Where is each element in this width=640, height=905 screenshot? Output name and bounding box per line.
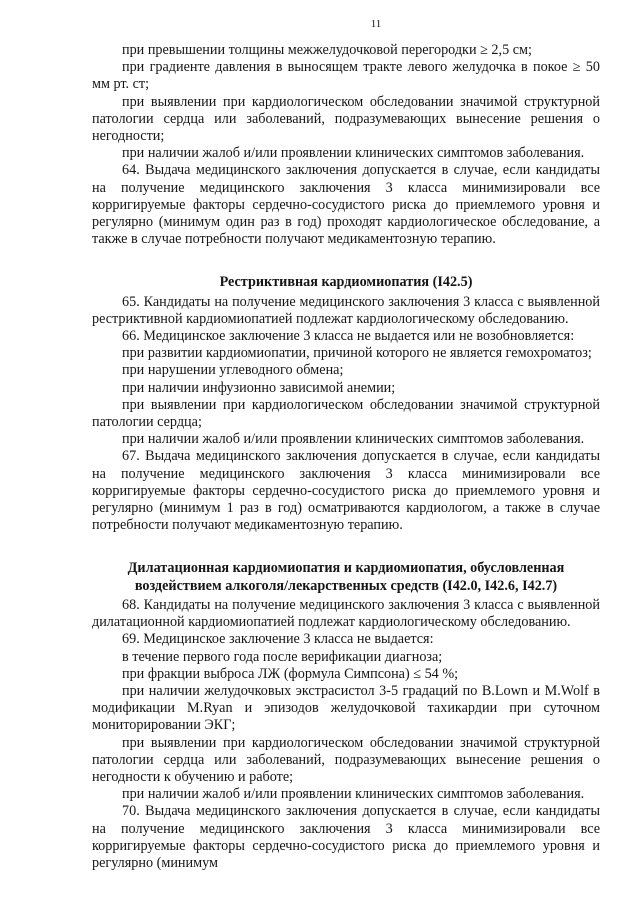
paragraph-extrasystoles: при наличии желудочковых экстрасистол 3-5 градаций по B.Lown и M.Wolf в модификации M.Ryan и эпизодов желудочковой тахикардии при суточном мониторировании ЭКГ; [92,682,600,734]
paragraph-item-70: 70. Выдача медицинского заключения допускается в случае, если кандидаты на получение медицинского заключения 3 класса минимизировали все корригируемые факторы сердечно-сосудистого риска до приемлемого уровня и регулярно (минимум [92,803,600,871]
paragraph-item-66: 66. Медицинское заключение 3 класса не выдается или не возобновляется: [122,328,575,345]
paragraph-structural-pathology-3: при выявлении при кардиологическом обследовании значимой структурной патологии сердца или заболеваний, подразумевающих вынесение решения о негодности к обучению и работе; [92,734,600,785]
heading-restrictive-cardiomyopathy: Рестриктивная кардиомиопатия (I42.5) [219,274,473,291]
paragraph-complaints: при наличии жалоб и/или проявлении клинических симптомов заболевания. [122,145,585,162]
heading-dilated-cardiomyopathy: Дилатационная кардиомиопатия и кардиомиопатия, обусловленная воздействием алкоголя/лекарственных средств (I42.0, I42.6, I42.7) [127,560,565,594]
paragraph-ejection-fraction: при фракции выброса ЛЖ (формула Симпсона) ≤ 54 %; [122,665,459,682]
paragraph-hemochromatosis: при развитии кардиомиопатии, причиной которого не является гемохроматоз; [122,345,592,362]
paragraph-first-year: в течение первого года после верификации диагноза; [122,648,443,665]
paragraph-complaints-3: при наличии жалоб и/или проявлении клинических симптомов заболевания. [122,786,585,803]
paragraph-item-64: 64. Выдача медицинского заключения допускается в случае, если кандидаты на получение медицинского заключения 3 класса минимизировали все корригируемые факторы сердечно-сосудистого риска до приемлемого уровня и регулярно (минимум один раз в год) проходят кардиологическое обследование, а также в случае потребности получают медикаментозную терапию. [92,162,600,248]
paragraph-septum-thickness: при превышении толщины межжелудочковой перегородки ≥ 2,5 см; [122,42,532,58]
paragraph-item-65: 65. Кандидаты на получение медицинского заключения 3 класса с выявленной рестриктивной кардиомиопатией подлежат кардиологическому обследованию. [92,293,600,327]
paragraph-structural-pathology: при выявлении при кардиологическом обследовании значимой структурной патологии сердца или заболеваний, подразумевающих вынесение решения о негодности; [92,93,600,145]
paragraph-carbohydrate: при нарушении углеводного обмена; [122,362,344,379]
paragraph-structural-pathology-2: при выявлении при кардиологическом обследовании значимой структурной патологии сердца; [92,396,600,431]
paragraph-item-67: 67. Выдача медицинского заключения допускается в случае, если кандидаты на получение медицинского заключения 3 класса минимизировали все корригируемые факторы сердечно-сосудистого риска до приемлемого уровня и регулярно (минимум 1 раз в год) осматриваются кардиологом, а также в случае потребности получают медикаментозную терапию. [92,448,600,534]
page-number: 11 [370,18,382,30]
page-bottom-edge [0,885,640,905]
paragraph-item-68: 68. Кандидаты на получение медицинского заключения 3 класса с выявленной дилатационной кардиомиопатией подлежат кардиологическому обследованию. [92,596,600,631]
paragraph-pressure-gradient: при градиенте давления в выносящем тракте левого желудочка в покое ≥ 50 мм рт. ст; [92,59,600,93]
paragraph-anemia: при наличии инфузионно зависимой анемии; [122,379,396,396]
paragraph-complaints-2: при наличии жалоб и/или проявлении клинических симптомов заболевания. [122,431,585,448]
paragraph-item-69: 69. Медицинское заключение 3 класса не выдается: [122,631,434,648]
